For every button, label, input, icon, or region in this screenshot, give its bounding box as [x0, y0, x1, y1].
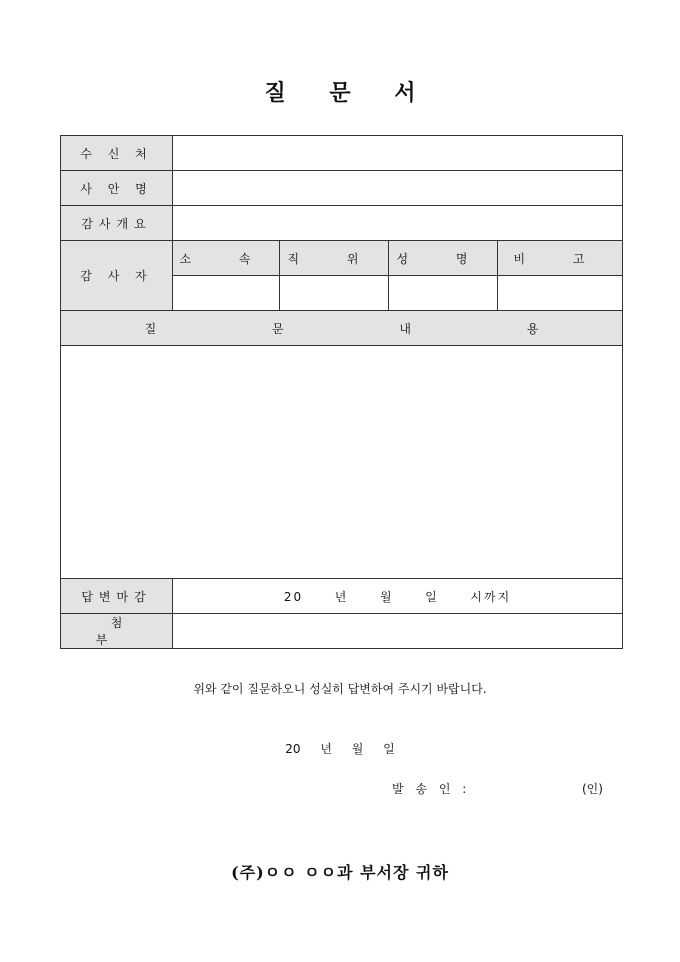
- sender-label: 발 송 인 :: [392, 782, 471, 796]
- destination-line: (주)ㅇㅇ ㅇㅇ과 부서장 귀하: [231, 863, 449, 882]
- date-month-unit: 월: [351, 742, 364, 756]
- seal-mark: (인): [582, 782, 603, 796]
- subject-field[interactable]: [173, 171, 623, 206]
- deadline-label: 답변마감: [61, 579, 173, 614]
- question-content-header-row: [61, 311, 623, 346]
- date-year-unit: 년: [320, 742, 332, 756]
- auditor-affiliation-field[interactable]: [173, 276, 280, 311]
- auditor-position-field[interactable]: [280, 276, 389, 311]
- auditor-col-position: 직 위: [280, 241, 389, 276]
- subject-row: [61, 171, 623, 206]
- auditor-col-name: 성 명: [389, 241, 498, 276]
- question-content-field[interactable]: [61, 346, 623, 579]
- request-sentence: 위와 같이 질문하오니 성실히 답변하여 주시기 바랍니다.: [193, 682, 487, 696]
- deadline-row: [61, 579, 623, 614]
- question-content-header: 질 문 내 용: [61, 311, 623, 346]
- auditor-col-affiliation: 소 속: [173, 241, 280, 276]
- recipient-row: [61, 136, 623, 171]
- subject-label: 사 안 명: [61, 171, 173, 206]
- date-year: 20: [285, 742, 301, 756]
- date-day-unit: 일: [383, 742, 395, 756]
- attachment-label: 첨 부: [61, 614, 173, 649]
- recipient-field[interactable]: [173, 136, 623, 171]
- audit-summary-row: [61, 206, 623, 241]
- auditor-header-row: [61, 241, 623, 276]
- deadline-value[interactable]: 20 년 월 일 시까지: [173, 579, 623, 614]
- auditor-label: 감 사 자: [61, 241, 173, 311]
- auditor-name-field[interactable]: [389, 276, 498, 311]
- audit-summary-field[interactable]: [173, 206, 623, 241]
- document-title: 질 문 서: [264, 80, 434, 106]
- question-content-row: [61, 346, 623, 579]
- auditor-col-remarks: 비 고: [498, 241, 623, 276]
- question-form-table: [60, 135, 623, 649]
- attachment-row: [61, 614, 623, 649]
- recipient-label: 수 신 처: [61, 136, 173, 171]
- auditor-remarks-field[interactable]: [498, 276, 623, 311]
- issue-date: [0, 740, 680, 757]
- attachment-field[interactable]: [173, 614, 623, 649]
- audit-summary-label: 감사개요: [61, 206, 173, 241]
